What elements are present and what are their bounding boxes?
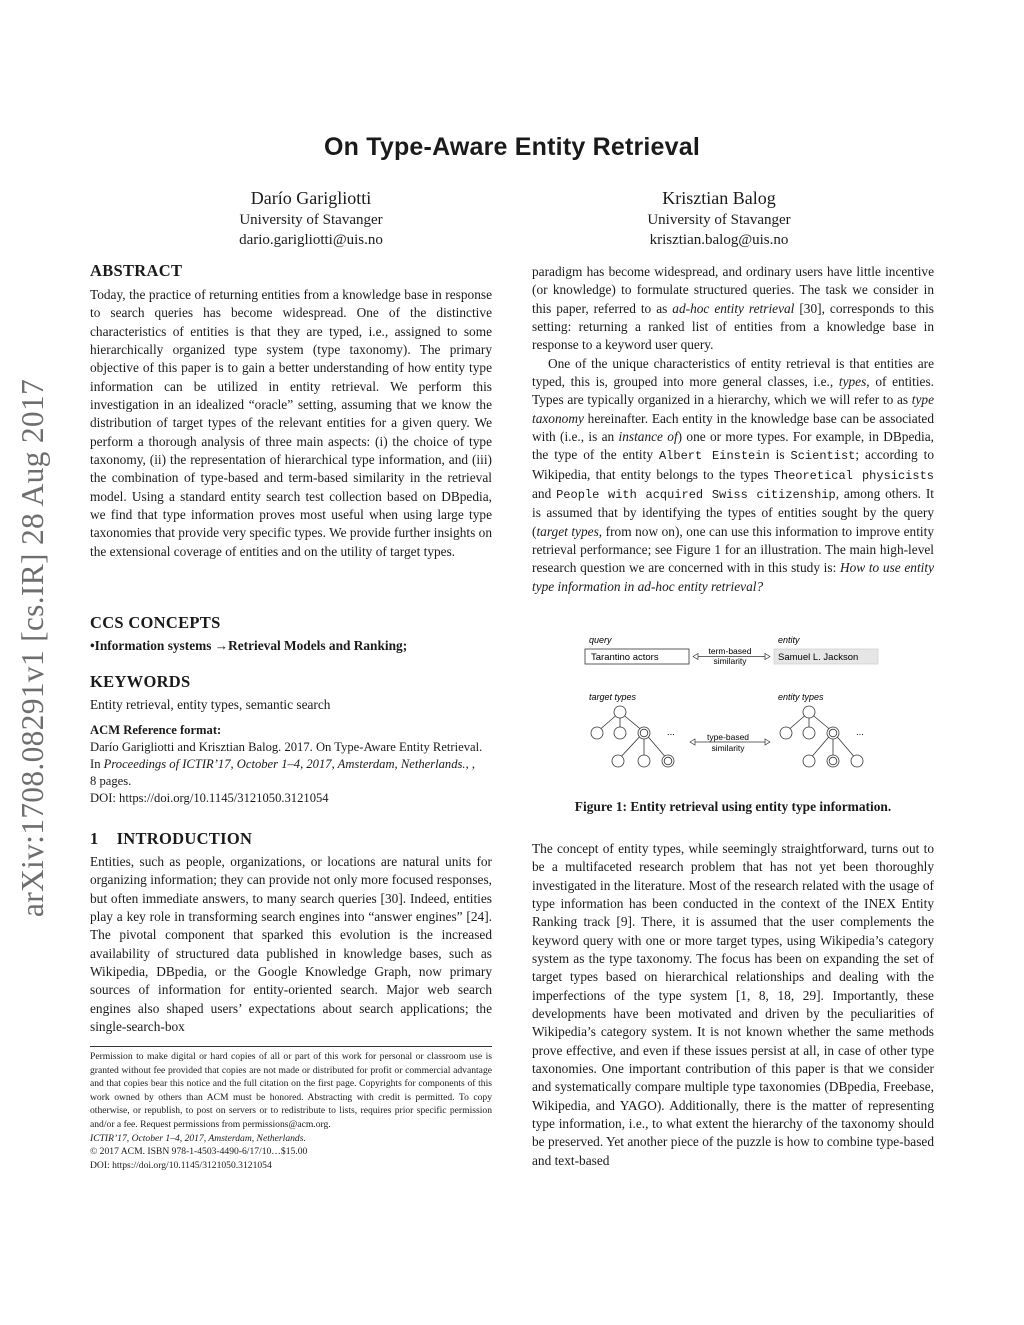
figure-query-label: query	[589, 635, 612, 645]
author-2-affiliation: University of Stavanger	[647, 212, 791, 228]
footnote-copyright: © 2017 ACM. ISBN 978-1-4503-4490-6/17/10…$15.00	[90, 1146, 308, 1158]
rp2-i2: type taxonomy	[532, 392, 934, 426]
rp2-f: ; according to Wikipedia, that entity belongs to the types	[532, 447, 934, 482]
introduction-title: INTRODUCTION	[116, 829, 253, 848]
footnote	[90, 1050, 492, 1172]
query-text: Tarantino actors	[591, 652, 659, 663]
footnote-venue: ICTIR’17, October 1–4, 2017, Amsterdam, Netherlands.	[90, 1132, 306, 1144]
rp2-m2: Scientist	[790, 449, 856, 464]
figure-1-caption: Figure 1: Entity retrieval using entity type information.	[574, 799, 892, 814]
rp2-g: and	[532, 485, 557, 501]
type-sim-line2: similarity	[711, 743, 745, 753]
abstract-heading: ABSTRACT	[90, 261, 183, 280]
right-paragraph-3: The concept of entity types, while seemingly straightforward, turns out to be a multifaceted research problem that has not yet been thoroughly investigated in the literature. Most of the research related with the usage of type information has been conducted in the context of the INEX Entity Ranking track [9]. There, it is assumed that the user complements the keyword query with one or more target types, using Wikipedia’s category system as the type taxonomy. The focus has been on expanding the set of target types based on hierarchical relationships and dealing with the imperfections of the type system [1, 8, 18, 29]. Importantly, these developments have been motivated and driven by the peculiarities of Wikipedia’s category system. It is not known whether the same methods prove effective, and even if these issues persist at all, in case of other type taxonomies. One important contribution of this paper is that we consider and systematically compare multiple type taxonomies (DBpedia, Freebase, Wikipedia, and YAGO). Additionally, there is the matter of representing type information, i.e., to what extent the hierarchy of the taxonomy should be preserved. Yet another piece of the puzzle is how to combine type-based and text-based	[532, 841, 934, 1168]
arxiv-stamp: arXiv:1708.08291v1 [cs.IR] 28 Aug 2017	[15, 378, 50, 918]
reference-line-3: 8 pages.	[90, 774, 132, 788]
entity-text: Samuel L. Jackson	[778, 652, 859, 663]
rp2-i3: instance of	[618, 428, 678, 444]
rp2-i1: types	[838, 373, 867, 389]
figure-1-diagram	[560, 628, 910, 778]
rp2-m1: Albert Einstein	[658, 449, 770, 464]
reference-format	[90, 722, 500, 807]
rp2-b: , of entities. Types are typically organized in a hierarchy, which we will refer to as	[532, 373, 934, 408]
reference-line-4: DOI: https://doi.org/10.1145/3121050.3121054	[90, 791, 329, 805]
footnote-doi: DOI: https://doi.org/10.1145/3121050.3121054	[90, 1159, 272, 1171]
rp2-i4: target types	[536, 523, 599, 539]
term-sim-line2: similarity	[713, 656, 747, 666]
rp1-a: paradigm has become widespread, and ordinary users have little incentive (or knowledge) to formulate structured queries. The task we consider in this paper, referred to as	[532, 264, 934, 316]
ccs-heading: CCS CONCEPTS	[90, 613, 221, 632]
term-sim-line1: term-based	[708, 646, 752, 656]
introduction-text: Entities, such as people, organizations, or locations are natural units for organizing information; they can provide not only more focused responses, but often immediate answers, to many search queries [30]. Indeed, entities play a key role in transforming search engines into “answer engines” [24]. The pivotal component that sparked this evolution is the increased availability of structured data published in knowledge bases, such as Wikipedia, DBpedia, or the Google Knowledge Graph, now primary sources of information for entity-oriented search. Major web search engines also shaped users’ expectations about search applications; the single-search-box	[90, 854, 492, 1034]
entity-types-tree	[780, 706, 863, 767]
reference-line-2-suffix: , ,	[465, 757, 476, 771]
rp2-j: , from now on), one can use this information to improve entity retrieval performance; see Figure 1 for an illustration. The main high-level research question we are concerned with in this study is:	[532, 523, 934, 576]
footnote-permission: Permission to make digital or hard copies of all or part of this work for personal or classroom use is granted without fee provided that copies are not made or distributed for profit or commercial advantage and that copies bear this notice and the full citation on the first page. Copyrights for components of this work owned by others than ACM must be honored. Abstracting with credit is permitted. To copy otherwise, or republish, to post on servers or to redistribute to lists, requires prior specific permission and/or a fee. Request permissions from permissions@acm.org.	[90, 1051, 492, 1130]
type-arrow-left-head	[690, 739, 695, 745]
right-paragraph-2	[532, 355, 934, 596]
term-arrow-right-head	[765, 654, 770, 660]
right-paragraph-1	[532, 263, 934, 355]
reference-format-heading: ACM Reference format:	[90, 723, 222, 737]
author-2	[600, 186, 838, 250]
ccs-text: •Information systems →Retrieval Models and Ranking;	[90, 638, 408, 653]
keywords-heading: KEYWORDS	[90, 672, 191, 691]
figure-entity-label: entity	[778, 635, 800, 645]
right-column-top	[532, 263, 934, 596]
rp1-b: [30], corresponds to this setting: returning a ranked list of entities from a knowledge base in response to a keyword user query.	[532, 300, 934, 353]
right-tree-ellipsis: ...	[856, 727, 864, 738]
rp2-i5: How to use entity type information in ad-hoc entity retrieval?	[532, 560, 935, 594]
target-types-tree	[591, 706, 674, 767]
rp2-m3: Theoretical physicists	[773, 468, 934, 483]
author-1-email: dario.garigliotti@uis.no	[239, 232, 383, 248]
reference-line-2-venue: Proceedings of ICTIR’17, October 1–4, 2017, Amsterdam, Netherlands.	[103, 757, 466, 771]
reference-line-2	[90, 756, 500, 773]
author-2-name: Krisztian Balog	[662, 188, 776, 208]
rp2-a: One of the unique characteristics of entity retrieval is that entities are typed, this is, grouped into more general classes, i.e.,	[532, 355, 934, 389]
paper-title: On Type-Aware Entity Retrieval	[323, 133, 701, 161]
term-arrow-left-head	[693, 654, 698, 660]
left-tree-ellipsis: ...	[667, 727, 675, 738]
keywords-text: Entity retrieval, entity types, semantic search	[90, 697, 331, 712]
introduction-number: 1	[90, 829, 99, 848]
rp2-m4: People with acquired Swiss citizenship	[556, 487, 836, 502]
reference-line-2-prefix: In	[90, 757, 104, 771]
target-types-label: target types	[589, 692, 637, 702]
reference-line-1: Darío Garigliotti and Krisztian Balog. 2017. On Type-Aware Entity Retrieval.	[90, 740, 483, 754]
rp2-e: is	[769, 447, 791, 463]
author-1-affiliation: University of Stavanger	[239, 212, 383, 228]
rp2-d: ) one or more types. For example, in DBpedia, the type of the entity	[532, 428, 934, 463]
introduction-heading	[90, 829, 252, 849]
footnote-rule	[90, 1046, 492, 1047]
author-1-name: Darío Garigliotti	[250, 188, 372, 208]
abstract-text: Today, the practice of returning entities from a knowledge base in response to search queries has become widespread. One of the distinctive characteristics of entities is that they are typed, i.e., assigned to some hierarchically organized type system (type taxonomy). The primary objective of this paper is to gain a better understanding of how entity type information can be utilized in entity retrieval. We perform this investigation in an idealized “oracle” setting, assuming that we know the distribution of target types of the relevant entities for a given query. We perform a thorough analysis of three main aspects: (i) the choice of type taxonomy, (ii) the representation of hierarchical type information, and (iii) the combination of type-based and term-based similarity in the retrieval model. Using a standard entity search test collection based on DBpedia, we find that type information proves most useful when using large type taxonomies that provide very specific types. We provide further insights on the extensional coverage of entities and on the utility of target types.	[90, 287, 492, 559]
type-sim-line1: type-based	[706, 732, 750, 742]
rp2-h: , among others. It is assumed that by identifying the types of entities sought by the query (	[532, 485, 934, 539]
entity-types-label: entity types	[778, 692, 824, 702]
rp2-c: hereinafter. Each entity in the knowledge base can be associated with (i.e., is an	[532, 410, 934, 444]
rp1-italic: ad-hoc entity retrieval	[672, 300, 795, 316]
author-1	[196, 186, 426, 250]
type-arrow-right-head	[765, 739, 770, 745]
author-2-email: krisztian.balog@uis.no	[649, 232, 789, 248]
